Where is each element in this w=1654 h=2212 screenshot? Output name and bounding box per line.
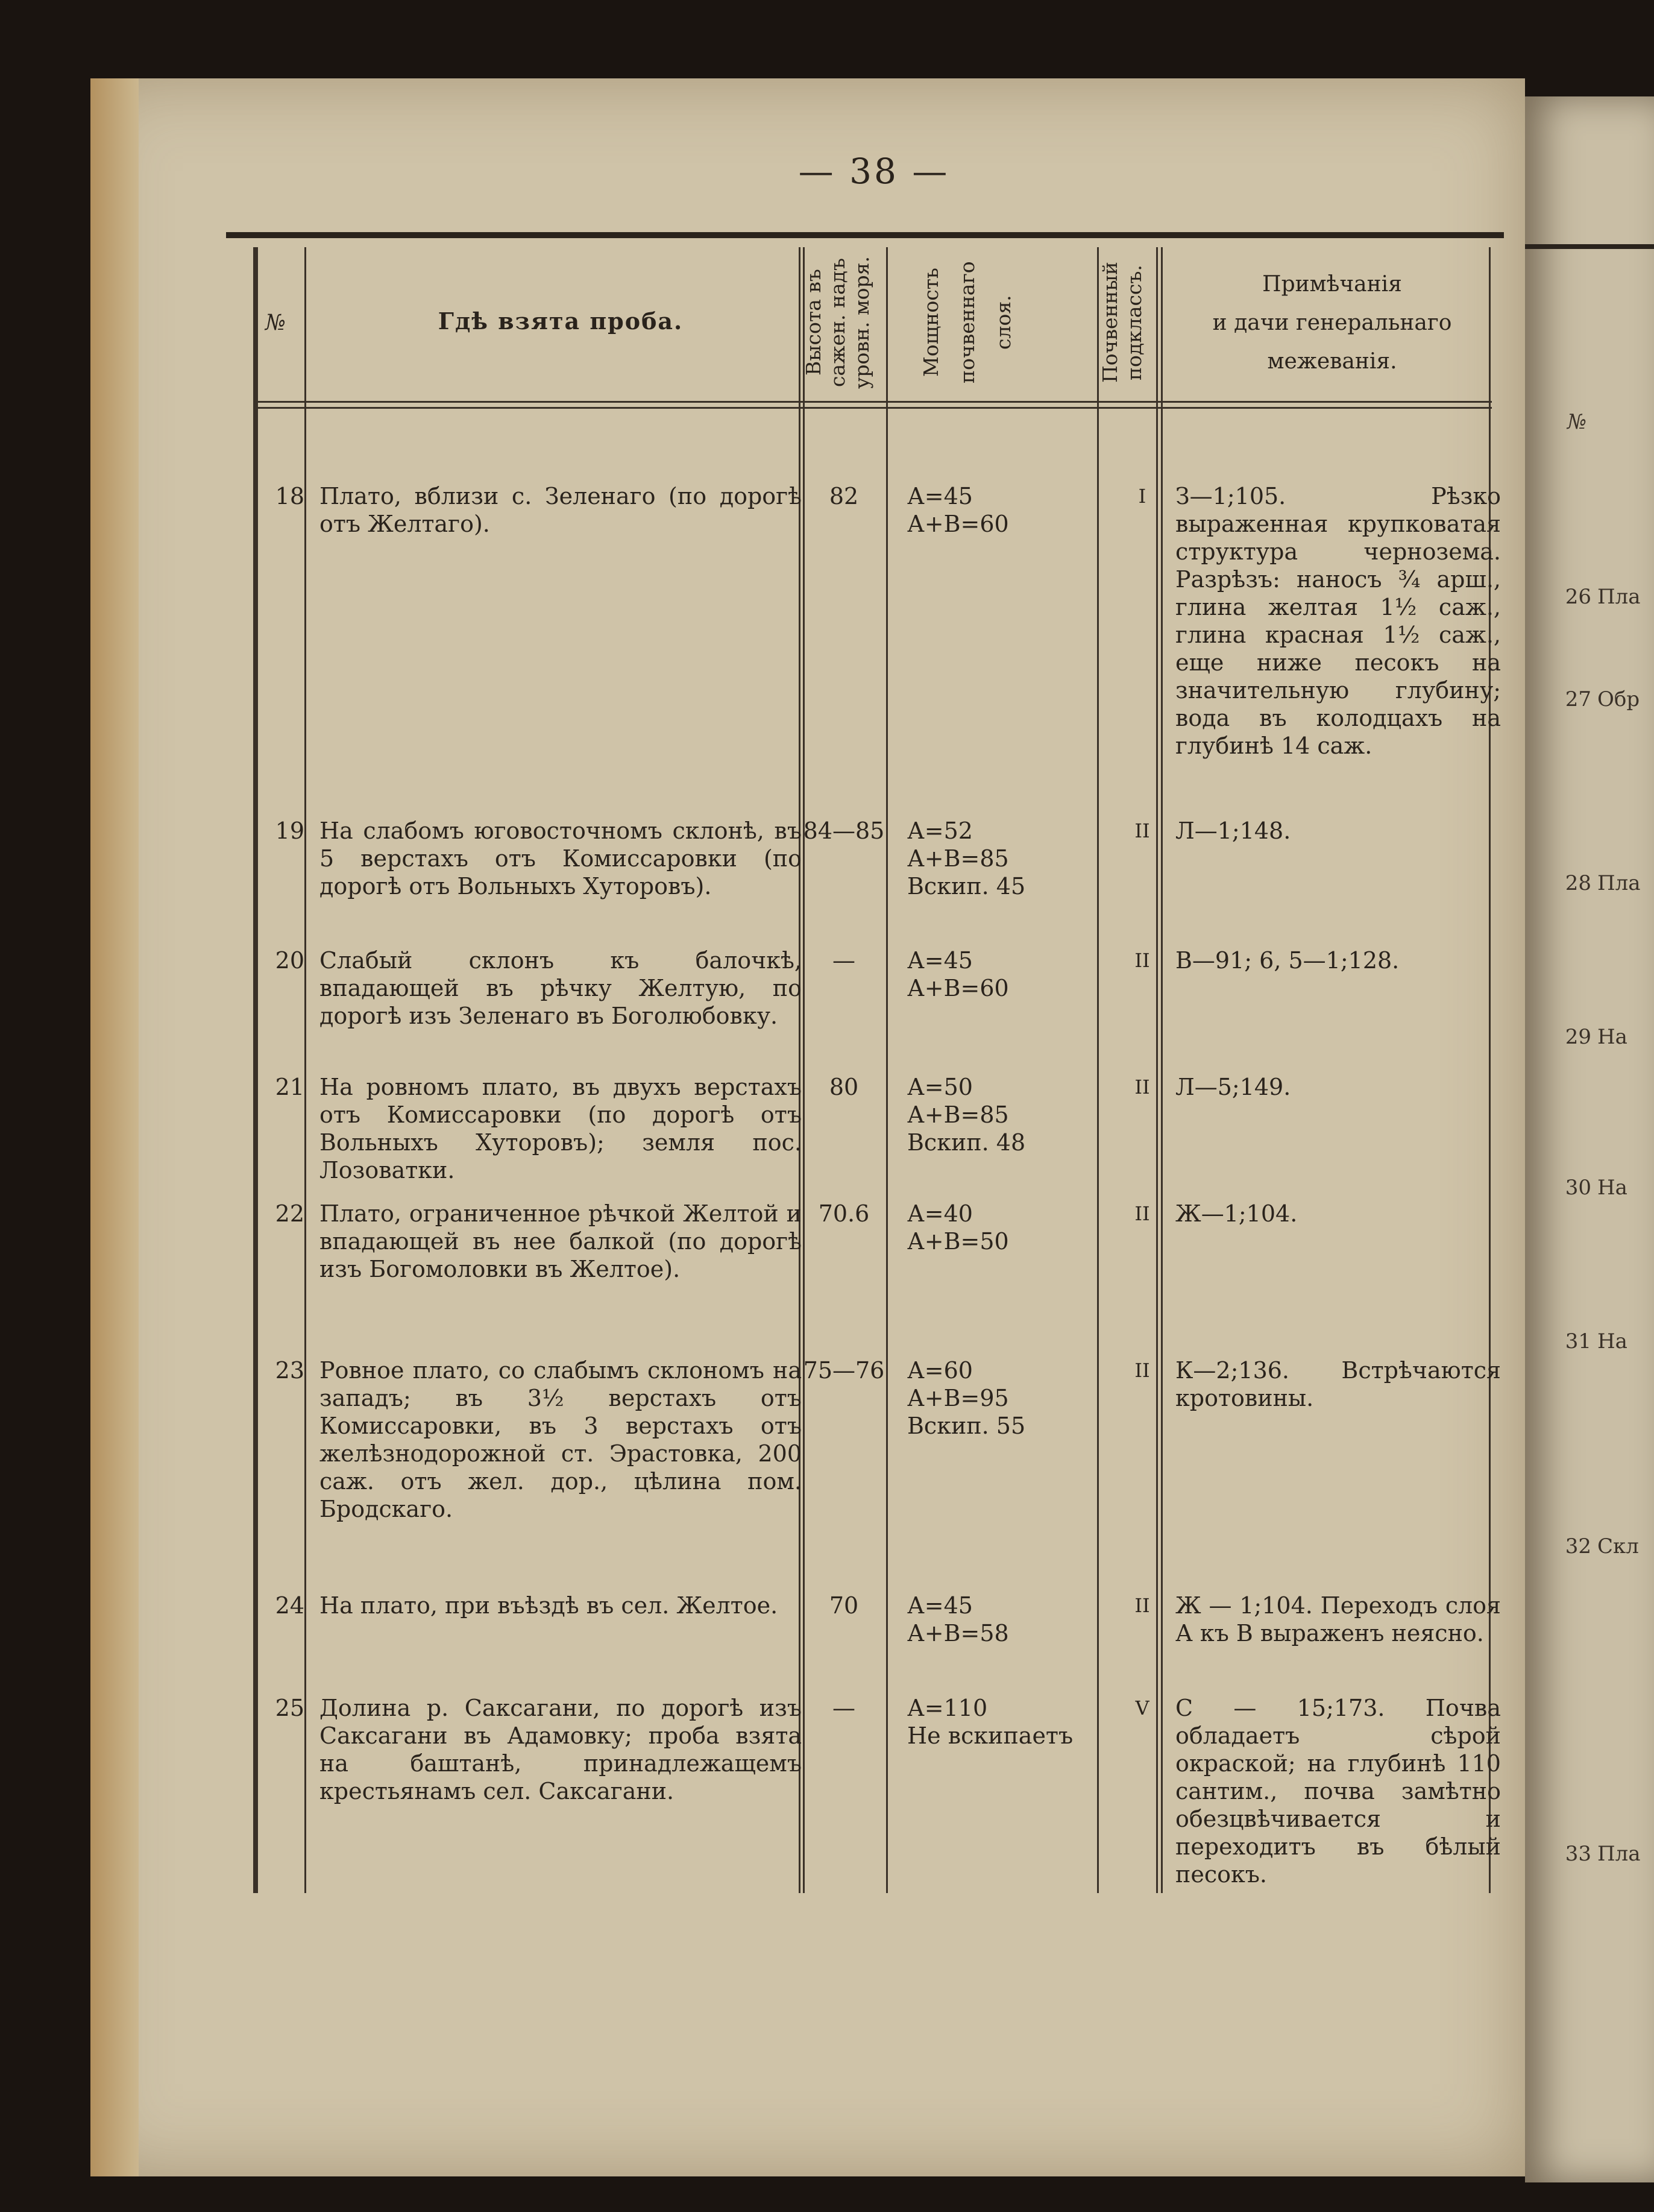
subclass-value: I [1138, 485, 1146, 508]
header-thickness [913, 247, 1070, 398]
header-rule-2 [253, 407, 1492, 409]
facing-row-text: Пла [1597, 585, 1641, 609]
subclass-value: II [1134, 1076, 1150, 1098]
subclass-value: II [1134, 1202, 1150, 1225]
thickness-line: А=52 [907, 818, 973, 844]
height-value: 70.6 [818, 1200, 870, 1227]
row-number: 22 [275, 1200, 304, 1227]
notes-text: В—91; 6, 5—1;128. [1175, 947, 1400, 974]
thickness-line: А=45 [907, 483, 973, 509]
subclass-value: II [1134, 819, 1150, 842]
table-left-border [253, 247, 258, 1893]
height-value: 70 [829, 1592, 859, 1619]
header-no: № [265, 310, 286, 335]
header-notes [1169, 265, 1495, 381]
page-number: — 38 — [798, 151, 950, 192]
facing-row-number: 26 [1565, 585, 1591, 609]
facing-row-number: 30 [1565, 1176, 1591, 1200]
thickness-line: А=50 [907, 1074, 973, 1100]
header-where: Гдѣ взята проба. [438, 307, 684, 335]
notes-text: К—2;136. Встрѣчаются кротовины. [1175, 1357, 1501, 1411]
subclass-value: II [1134, 1359, 1150, 1382]
thickness-cell [907, 947, 1106, 1002]
row-number: 23 [275, 1357, 304, 1384]
facing-row-text: Пла [1597, 1842, 1641, 1866]
header-subclass-line: подклассъ. [1122, 265, 1146, 380]
header-height-line: уровн. моря. [850, 256, 873, 389]
sample-location: На слабомъ юговосточномъ склонѣ, въ 5 верстахъ отъ Комиссаровки (по дорогѣ отъ Вольныхъ Хуторовъ). [319, 818, 802, 900]
thickness-line: А+В=60 [907, 975, 1009, 1001]
thickness-line: А+В=50 [907, 1228, 1009, 1255]
page-edge [90, 78, 139, 2176]
notes-text: З—1;105. Рѣзко выраженная крупковатая структура чернозема. Разрѣзъ: наносъ ¾ арш., глина желтая 1½ саж., глина красная 1½ саж., еще ниже песокъ на значительную глубину; вода въ колодцахъ на глубинѣ 14 саж. [1175, 483, 1501, 759]
height-value: 75—76 [803, 1357, 885, 1384]
sample-location: Долина р. Саксагани, по дорогѣ изъ Саксагани въ Адамовку; проба взята на баштанѣ, принадлежащемъ крестьянамъ сел. Саксагани. [319, 1695, 802, 1804]
thickness-cell [907, 482, 1106, 538]
thickness-line: Вскип. 55 [907, 1413, 1026, 1439]
header-height [802, 247, 886, 398]
height-value: 80 [829, 1074, 859, 1100]
subclass-value: V [1135, 1697, 1149, 1719]
facing-row-text: Скл [1597, 1534, 1639, 1558]
notes-text: Ж—1;104. [1175, 1200, 1298, 1227]
sample-location: Плато, вблизи с. Зеленаго (по дорогѣ отъ Желтаго). [319, 483, 802, 537]
facing-row-number: 29 [1565, 1025, 1591, 1049]
height-value: 84—85 [803, 818, 885, 844]
facing-row-number: 32 [1565, 1534, 1591, 1558]
table-top-rule [226, 232, 1504, 238]
row-number: 20 [275, 947, 304, 974]
header-height-line: Высота въ [802, 269, 825, 376]
col-divider-no [304, 247, 306, 1893]
facing-row-text: На [1597, 1329, 1627, 1353]
thickness-line: А+В=60 [907, 511, 1009, 537]
height-value: — [832, 947, 855, 974]
row-number: 21 [275, 1074, 304, 1100]
sample-location: На плато, при въѣздѣ въ сел. Желтое. [319, 1592, 778, 1619]
sample-location: Плато, ограниченное рѣчкой Желтой и впадающей въ нее балкой (по дорогѣ изъ Богомоловки въ Желтое). [319, 1200, 802, 1282]
header-thickness-line: Мощность [919, 268, 943, 377]
facing-header-no: № [1567, 410, 1587, 434]
notes-text: Л—1;148. [1175, 818, 1291, 844]
thickness-cell [907, 1200, 1106, 1255]
thickness-line: А+В=95 [907, 1385, 1009, 1411]
facing-page [1525, 96, 1654, 2182]
facing-row-text: На [1597, 1025, 1627, 1049]
thickness-line: Не вскипаетъ [907, 1722, 1074, 1749]
thickness-line: А+В=85 [907, 845, 1009, 872]
sample-location: На ровномъ плато, въ двухъ верстахъ отъ Комиссаровки (по дорогѣ отъ Вольныхъ Хуторовъ); земля пос. Лозоватки. [319, 1074, 802, 1183]
thickness-line: А=60 [907, 1357, 973, 1384]
facing-row-number: 27 [1565, 687, 1591, 711]
facing-top-rule [1525, 244, 1654, 249]
col-divider-height [886, 247, 888, 1893]
header-thickness-line: слоя. [992, 295, 1015, 350]
header-notes-line: и дачи генеральнаго [1212, 310, 1452, 335]
notes-text: Л—5;149. [1175, 1074, 1291, 1100]
thickness-line: А+В=58 [907, 1620, 1009, 1646]
thickness-line: А=40 [907, 1200, 973, 1227]
facing-row-number: 28 [1565, 871, 1591, 895]
facing-row-text: Обр [1597, 687, 1640, 711]
facing-row-text: На [1597, 1176, 1627, 1200]
thickness-cell [907, 1694, 1106, 1750]
thickness-line: А=110 [907, 1695, 988, 1721]
row-number: 25 [275, 1695, 304, 1721]
thickness-line: А=45 [907, 1592, 973, 1619]
sample-location: Слабый склонъ къ балочкѣ, впадающей въ рѣчку Желтую, по дорогѣ изъ Зеленаго въ Боголюбовку. [319, 947, 802, 1029]
header-rule [253, 401, 1492, 403]
sample-location: Ровное плато, со слабымъ склономъ на западъ; въ 3½ верстахъ отъ Комиссаровки, въ 3 верстахъ отъ желѣзнодорожной ст. Эрастовка, 200 саж. отъ жел. дор., цѣлина пом. Бродскаго. [319, 1357, 802, 1522]
thickness-cell [907, 1592, 1106, 1647]
header-height-line: сажен. надъ [826, 258, 849, 388]
row-number: 19 [275, 818, 304, 844]
row-number: 24 [275, 1592, 304, 1619]
subclass-value: II [1134, 1594, 1150, 1617]
row-number: 18 [275, 483, 304, 509]
thickness-line: А+В=85 [907, 1101, 1009, 1128]
header-thickness-line: почвеннаго [955, 261, 979, 384]
height-value: — [832, 1695, 855, 1721]
header-notes-line: межеванія. [1267, 349, 1397, 374]
thickness-cell [907, 1357, 1106, 1440]
facing-row-number: 33 [1565, 1842, 1591, 1866]
thickness-line: Вскип. 48 [907, 1129, 1026, 1156]
thickness-line: А=45 [907, 947, 973, 974]
header-notes-line: Примѣчанія [1262, 272, 1402, 297]
thickness-cell [907, 1073, 1106, 1156]
thickness-cell [907, 817, 1106, 900]
header-subclass-line: Почвенный [1098, 262, 1122, 383]
thickness-line: Вскип. 45 [907, 873, 1026, 900]
notes-text: С — 15;173. Почва обладаетъ сѣрой окраской; на глубинѣ 110 сантим., почва замѣтно обезцвѣчивается и переходитъ въ бѣлый песокъ. [1175, 1695, 1501, 1888]
header-subclass [1098, 247, 1156, 398]
facing-row-text: Пла [1597, 871, 1641, 895]
subclass-value: II [1134, 949, 1150, 972]
facing-row-number: 31 [1565, 1329, 1591, 1353]
notes-text: Ж — 1;104. Переходъ слоя А къ В выраженъ неясно. [1175, 1592, 1501, 1646]
height-value: 82 [829, 483, 859, 509]
